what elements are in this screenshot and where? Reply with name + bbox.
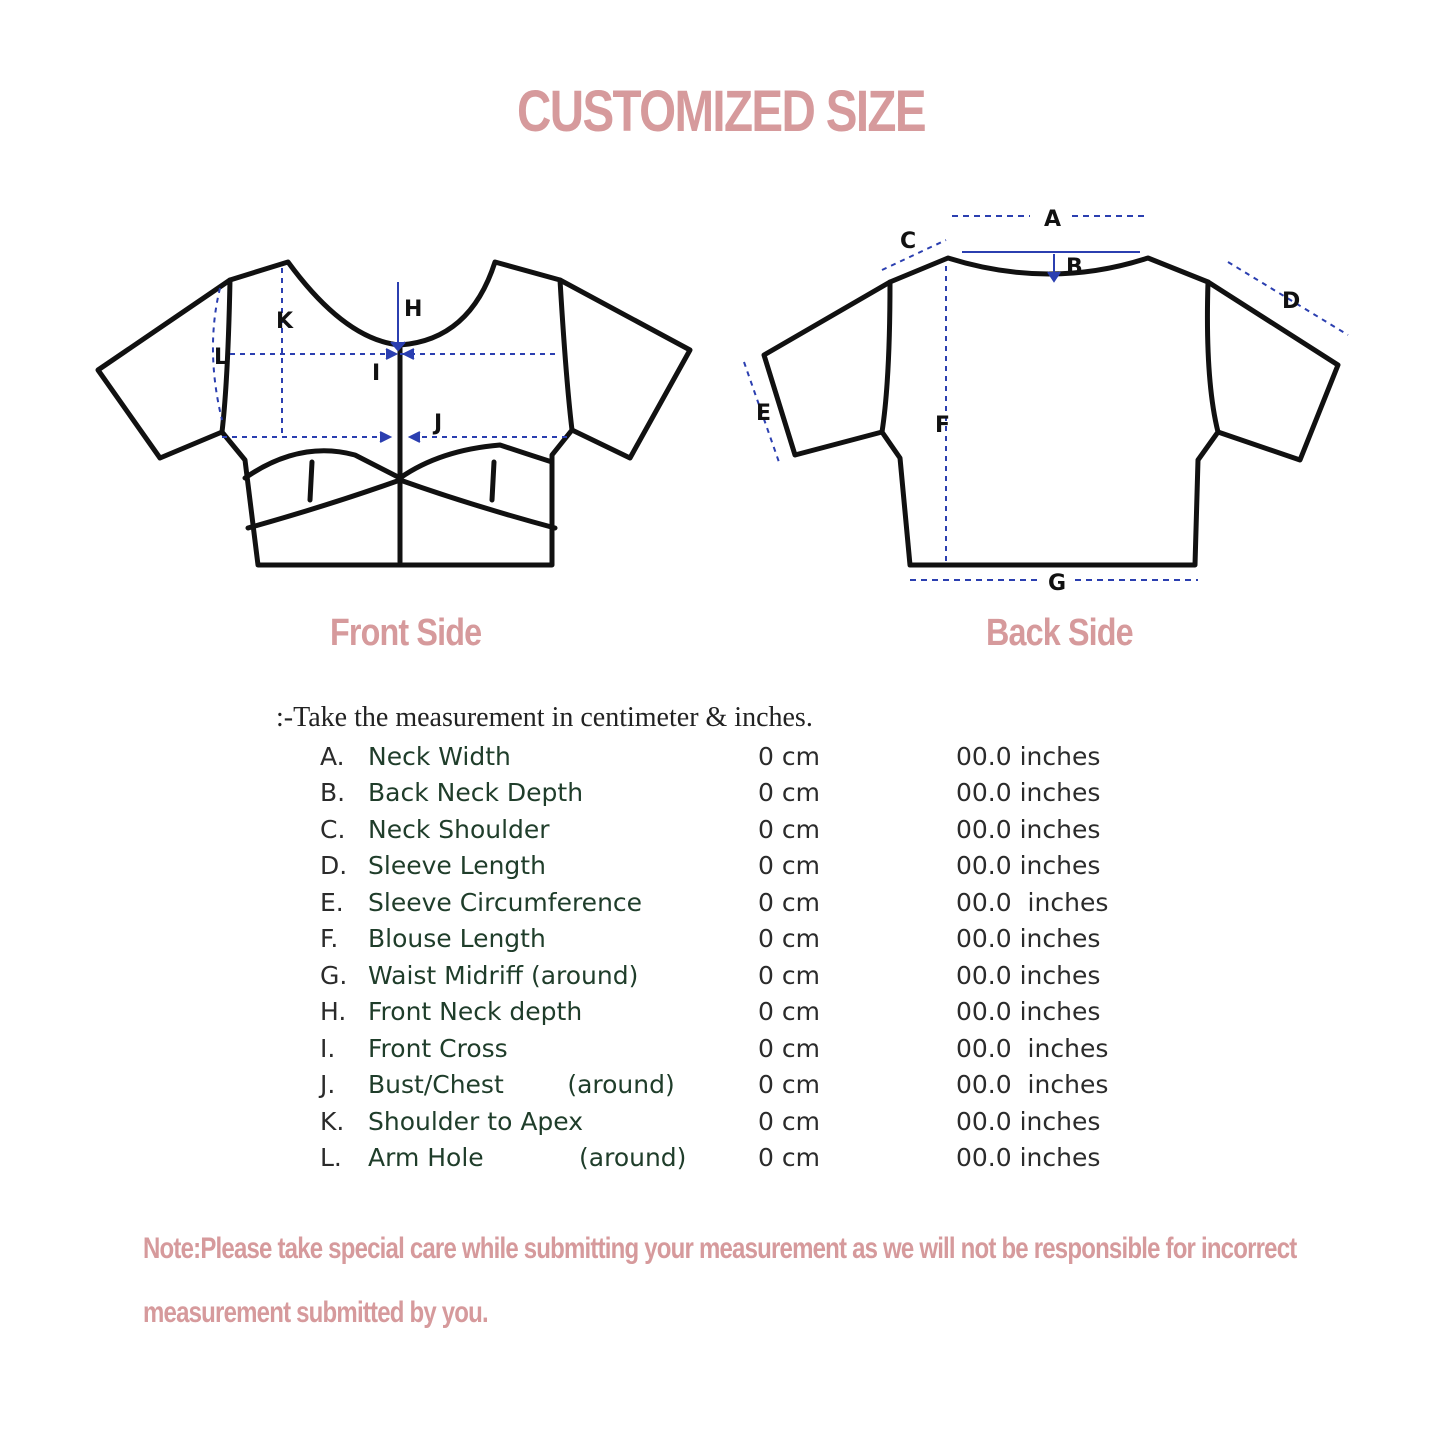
measurement-name: Front Cross (368, 1033, 508, 1063)
measurement-letter: H. (320, 997, 347, 1027)
front-letter-h: H (404, 297, 423, 322)
measurement-name: Neck Width (368, 741, 511, 771)
measurement-row (320, 1103, 1156, 1140)
back-letter-g: G (1048, 571, 1067, 596)
measurement-inches: 00.0 inches (956, 960, 1101, 990)
measurement-row (320, 957, 1156, 994)
measurement-cm: 0 cm (758, 1143, 820, 1173)
measurement-letter: K. (320, 1106, 345, 1136)
back-letter-e: E (756, 401, 772, 426)
measurement-row (320, 1030, 1156, 1067)
measurement-letter: E. (320, 887, 344, 917)
blouse-diagrams (0, 0, 1442, 600)
front-letter-j: J (434, 411, 443, 436)
back-letter-d: D (1282, 289, 1301, 314)
measurement-letter: C. (320, 814, 346, 844)
back-letter-c: C (900, 229, 917, 254)
front-guide-lines (213, 268, 570, 442)
measurement-inches: 00.0 inches (956, 1033, 1109, 1063)
measurement-cm: 0 cm (758, 997, 820, 1027)
measurement-name: Sleeve Length (368, 851, 546, 881)
back-side-label: Back Side (986, 612, 1133, 654)
measurement-cm: 0 cm (758, 1033, 820, 1063)
note-line-1: Note:Please take special care while submitting your measurement as we will not be responsible for incorrect (143, 1232, 1297, 1265)
measurement-cm: 0 cm (758, 1106, 820, 1136)
measurement-inches: 00.0 inches (956, 741, 1101, 771)
back-guide-lines (744, 216, 1348, 580)
measurement-cm: 0 cm (758, 741, 820, 771)
back-blouse-outline (764, 258, 1338, 565)
measurement-inches: 00.0 inches (956, 851, 1101, 881)
measurement-inches: 00.0 inches (956, 778, 1101, 808)
front-letter-i: I (372, 361, 381, 386)
measurement-row (320, 811, 1156, 848)
measurement-inches: 00.0 inches (956, 924, 1101, 954)
measurement-row (320, 921, 1156, 958)
measurement-row (320, 848, 1156, 885)
measurement-cm: 0 cm (758, 851, 820, 881)
front-letter-l: L (214, 345, 229, 370)
measurement-inches: 00.0 inches (956, 1070, 1109, 1100)
measurement-name: Neck Shoulder (368, 814, 550, 844)
measurement-cm: 0 cm (758, 887, 820, 917)
measurement-row (320, 884, 1156, 921)
measurement-cm: 0 cm (758, 1070, 820, 1100)
back-letter-b: B (1066, 255, 1083, 280)
front-blouse-outline (98, 262, 690, 565)
front-side-label: Front Side (330, 612, 482, 654)
measurement-letter: D. (320, 851, 348, 881)
note-line-2: measurement submitted by you. (143, 1296, 488, 1329)
measurement-row (320, 1067, 1156, 1104)
back-letter-f: F (935, 413, 951, 438)
page-title: CUSTOMIZED SIZE (517, 79, 925, 144)
measurement-inches: 00.0 inches (956, 887, 1109, 917)
measurement-letter: L. (320, 1143, 342, 1173)
measurement-row (320, 1140, 1156, 1177)
measurement-row (320, 994, 1156, 1031)
measurement-row (320, 775, 1156, 812)
measurement-name: Sleeve Circumference (368, 887, 643, 917)
measurement-letter: B. (320, 778, 346, 808)
back-letter-a: A (1044, 207, 1062, 232)
measurement-letter: A. (320, 741, 345, 771)
measurement-intro: :-Take the measurement in centimeter & inches. (276, 702, 813, 733)
measurement-cm: 0 cm (758, 924, 820, 954)
front-letter-k: K (276, 309, 294, 334)
measurement-name: Blouse Length (368, 924, 546, 954)
measurement-letter: I. (320, 1033, 336, 1063)
measurement-cm: 0 cm (758, 960, 820, 990)
measurement-table (320, 738, 1156, 1176)
measurement-name: Bust/Chest (around) (368, 1070, 675, 1100)
measurement-inches: 00.0 inches (956, 1106, 1101, 1136)
measurement-letter: J. (320, 1070, 336, 1100)
measurement-inches: 00.0 inches (956, 814, 1101, 844)
measurement-letter: G. (320, 960, 348, 990)
measurement-cm: 0 cm (758, 814, 820, 844)
measurement-name: Arm Hole (around) (368, 1143, 687, 1173)
measurement-name: Front Neck depth (368, 997, 583, 1027)
measurement-letter: F. (320, 924, 339, 954)
measurement-name: Back Neck Depth (368, 778, 584, 808)
measurement-inches: 00.0 inches (956, 997, 1101, 1027)
measurement-cm: 0 cm (758, 778, 820, 808)
measurement-name: Waist Midriff (around) (368, 960, 639, 990)
measurement-name: Shoulder to Apex (368, 1106, 584, 1136)
measurement-inches: 00.0 inches (956, 1143, 1101, 1173)
measurement-row (320, 738, 1156, 775)
